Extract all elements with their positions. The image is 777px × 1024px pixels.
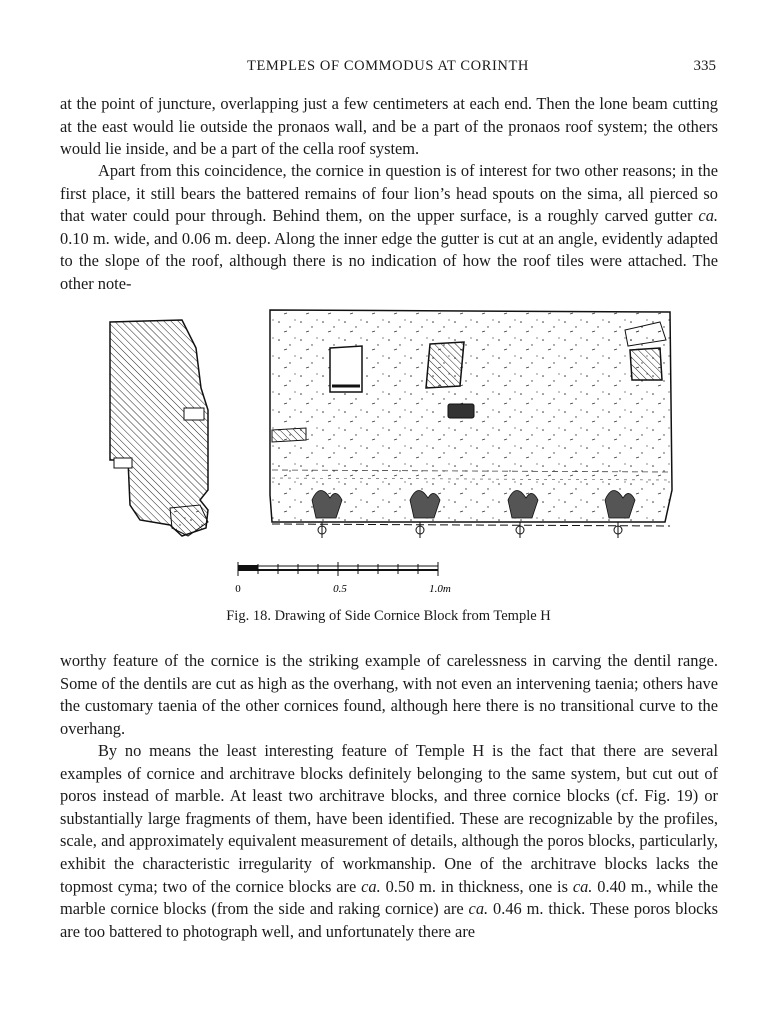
scale-label-half: 0.5	[333, 583, 347, 595]
figure-18-drawing	[100, 300, 680, 600]
cornice-elevation	[270, 310, 672, 538]
paragraph-3: worthy feature of the cornice is the striking example of carelessness in carving the dentil range. Some of the dentils are cut as high as the overhang, with not even an intervening taenia; others have the customary taenia of the other cornices found, although here there is no transitional curve to the overhang.	[60, 651, 718, 738]
scale-label-one: 1.0m	[429, 583, 451, 595]
italic-abbrev: ca.	[468, 899, 489, 919]
paragraph-4	[60, 740, 718, 943]
text-run: 0.40 m., while the marble cornice blocks (from the side and raking cornice) are	[60, 876, 718, 919]
italic-abbrev: ca.	[698, 206, 718, 226]
italic-abbrev: ca.	[572, 876, 593, 896]
page-number: 335	[693, 58, 716, 74]
text-run: Apart from this coincidence, the cornice in question is of interest for two other reasons; in the first place, it still bears the battered remains of four lion’s head spouts on the sima, all pierced so that water could pour through. Behind them, on the upper surface, is a roughly carved gutter	[60, 161, 718, 226]
cornice-block-drawing	[100, 300, 680, 600]
scale-label-0: 0	[235, 583, 241, 595]
text-run: By no means the least interesting feature of Temple H is the fact that there are several examples of cornice and architrave blocks definitely belonging to the same system, but cut out of poros instead of marble. At least two architrave blocks, and three cornice blocks (cf. Fig. 19) or substantially large fragments of them, have been identified. These are recognizable by the profiles, scale, and approximately equivalent measurement of details, although the poros blocks, particularly, exhibit the characteristic irregularity of workmanship. One of the architrave blocks lacks the topmost cyma; two of the cornice blocks are	[60, 741, 718, 896]
cornice-profile-section	[110, 320, 208, 536]
paragraph-2	[60, 160, 718, 296]
italic-abbrev: ca.	[361, 876, 381, 896]
text-run: 0.46 m. thick. These poros blocks are too battered to photograph well, and unfortunately there are	[60, 899, 719, 941]
running-title: TEMPLES OF COMMODUS AT CORINTH	[247, 58, 529, 74]
text-run: 0.50 m. in thickness, one is	[380, 876, 573, 896]
scale-bar	[235, 562, 451, 595]
paragraph-1: at the point of juncture, overlapping just a few centimeters at each end. Then the lone beam cutting at the east would lie outside the pronaos wall, and be a part of the pronaos roof system; the others would lie inside, and be a part of the cella roof system.	[60, 94, 718, 159]
page-header	[60, 58, 716, 80]
figure-caption: Fig. 18. Drawing of Side Cornice Block from Temple H	[226, 608, 551, 624]
text-run: 0.10 m. wide, and 0.06 m. deep. Along the inner edge the gutter is cut at an angle, evidently adapted to the slope of the roof, although there is no indication of how the roof tiles were attached. The other note-	[60, 228, 718, 293]
